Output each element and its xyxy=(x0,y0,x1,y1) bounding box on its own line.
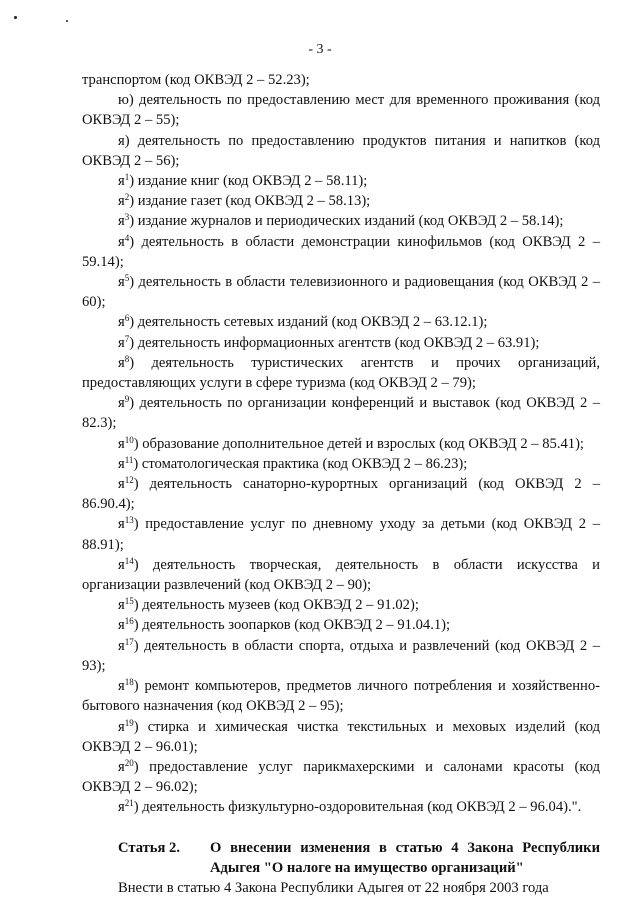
item-marker-index: 1 xyxy=(124,172,130,183)
item-marker: я xyxy=(118,476,125,493)
item-marker-index: 13 xyxy=(124,515,134,526)
item-marker: я xyxy=(118,758,125,775)
item-text: ) деятельность в области спорта, отдыха и развлечений (код ОКВЭД 2 – 93); xyxy=(82,637,600,674)
list-item xyxy=(82,434,600,454)
list-item xyxy=(82,333,600,353)
item-marker-index: 18 xyxy=(124,677,134,688)
list-item xyxy=(82,595,600,615)
list-item xyxy=(82,454,600,474)
item-marker: я xyxy=(118,173,125,190)
article-heading xyxy=(82,838,600,878)
list-item xyxy=(82,353,600,393)
item-marker: я xyxy=(118,314,125,331)
list-item xyxy=(82,312,600,332)
list-item xyxy=(82,211,600,231)
list-item xyxy=(82,615,600,635)
item-marker-index: 6 xyxy=(124,313,130,324)
item-text: деятельность по предоставлению мест для временного проживания (код ОКВЭД 2 – 55); xyxy=(82,92,600,129)
final-paragraph: Внести в статью 4 Закона Республики Адыгея от 22 ноября 2003 года xyxy=(118,879,549,896)
item-text: ) ремонт компьютеров, предметов личного потребления и хозяйственно-бытового назначения (код ОКВЭД 2 – 95); xyxy=(82,678,600,715)
item-marker: я xyxy=(118,213,125,230)
list-item xyxy=(82,272,600,312)
item-text: ) деятельность в области телевизионного и радиовещания (код ОКВЭД 2 – 60); xyxy=(82,274,600,311)
list-item xyxy=(82,676,600,716)
list-item xyxy=(82,555,600,595)
item-text: ) деятельность физкультурно-оздоровительная (код ОКВЭД 2 – 96.04).". xyxy=(133,799,582,816)
item-marker-index: 3 xyxy=(124,212,130,223)
item-marker-index: 16 xyxy=(124,616,134,627)
item-text: транспортом (код ОКВЭД 2 – 52.23); xyxy=(82,72,310,88)
item-marker-index: 19 xyxy=(124,717,134,728)
scan-speck xyxy=(14,16,17,19)
item-text: ) деятельность в области демонстрации кинофильмов (код ОКВЭД 2 – 59.14); xyxy=(82,233,600,270)
list-item xyxy=(82,636,600,676)
item-marker-index: 15 xyxy=(124,596,134,607)
article-label: Статья 2. xyxy=(118,839,180,856)
list-item xyxy=(82,90,600,130)
list-item xyxy=(82,393,600,433)
item-marker: я xyxy=(118,556,125,573)
list-item xyxy=(82,514,600,554)
item-marker-index: 5 xyxy=(124,273,130,284)
item-text: ) деятельность сетевых изданий (код ОКВЭД 2 – 63.12.1); xyxy=(129,314,488,331)
list-item xyxy=(82,191,600,211)
item-marker-index: 9 xyxy=(124,394,130,405)
item-text: ) издание книг (код ОКВЭД 2 – 58.11); xyxy=(129,173,368,190)
item-marker: я xyxy=(118,799,125,816)
item-marker-index: 14 xyxy=(124,555,134,566)
list-item xyxy=(82,797,600,817)
list-item xyxy=(82,131,600,171)
item-text: ) деятельность зоопарков (код ОКВЭД 2 – 91.04.1); xyxy=(133,617,451,634)
item-marker: я xyxy=(118,455,125,472)
item-marker-index: 17 xyxy=(124,636,134,647)
article-title: О внесении изменения в статью 4 Закона Республики Адыгея "О налоге на имущество организаций" xyxy=(210,839,600,876)
item-marker: я xyxy=(118,617,125,634)
item-marker: я xyxy=(118,678,125,695)
list-item xyxy=(82,70,600,90)
item-text: ) образование дополнительное детей и взрослых (код ОКВЭД 2 – 85.41); xyxy=(133,435,584,452)
list-item xyxy=(82,757,600,797)
item-marker: я xyxy=(118,354,125,371)
item-marker-index: 12 xyxy=(124,475,134,486)
item-text: ) предоставление услуг по дневному уходу за детьми (код ОКВЭД 2 – 88.91); xyxy=(82,516,600,553)
item-marker: я) xyxy=(118,132,130,149)
item-marker: я xyxy=(118,718,125,735)
item-text: ) деятельность музеев (код ОКВЭД 2 – 91.02); xyxy=(133,597,419,614)
item-marker: я xyxy=(118,193,125,210)
list-item xyxy=(82,232,600,272)
item-text: ) предоставление услуг парикмахерскими и салонами красоты (код ОКВЭД 2 – 96.02); xyxy=(82,758,600,796)
document-body xyxy=(82,70,600,898)
item-text: ) деятельность туристических агентств и прочих организаций, предоставляющих услуги в сфере туризма (код ОКВЭД 2 – 79); xyxy=(82,354,600,392)
item-text: деятельность по предоставлению продуктов питания и напитков (код ОКВЭД 2 – 56); xyxy=(82,132,600,169)
item-text: ) издание газет (код ОКВЭД 2 – 58.13); xyxy=(129,193,371,210)
item-text: ) деятельность творческая, деятельность в области искусства и организации развлечений (код ОКВЭД 2 – 90); xyxy=(82,556,600,594)
item-marker: я xyxy=(118,233,125,250)
scan-speck xyxy=(66,20,68,22)
item-marker: я xyxy=(118,435,125,452)
item-marker: я xyxy=(118,334,125,351)
item-marker-index: 20 xyxy=(124,757,134,768)
list-item xyxy=(82,171,600,191)
item-text: ) деятельность информационных агентств (код ОКВЭД 2 – 63.91); xyxy=(129,334,540,351)
item-text: ) стирка и химическая чистка текстильных и меховых изделий (код ОКВЭД 2 – 96.01); xyxy=(82,718,600,755)
item-text: ) деятельность санаторно-курортных организаций (код ОКВЭД 2 – 86.90.4); xyxy=(82,476,600,513)
item-marker-index: 10 xyxy=(124,434,134,445)
list-item xyxy=(82,474,600,514)
item-text: ) стоматологическая практика (код ОКВЭД 2 – 86.23); xyxy=(133,455,468,472)
item-marker-index: 7 xyxy=(124,333,130,344)
item-marker: я xyxy=(118,395,125,412)
item-marker: ю) xyxy=(118,92,134,109)
item-marker: я xyxy=(118,637,125,654)
item-text: ) издание журналов и периодических изданий (код ОКВЭД 2 – 58.14); xyxy=(129,213,564,230)
enumerated-list xyxy=(82,70,600,818)
item-marker-index: 8 xyxy=(124,353,130,364)
item-text: ) деятельность по организации конференций и выставок (код ОКВЭД 2 – 82.3); xyxy=(82,395,600,432)
item-marker: я xyxy=(118,597,125,614)
list-item xyxy=(82,717,600,757)
item-marker-index: 2 xyxy=(124,192,130,203)
page-number: - 3 - xyxy=(308,42,332,57)
item-marker-index: 11 xyxy=(124,454,134,465)
item-marker-index: 4 xyxy=(124,232,130,243)
item-marker: я xyxy=(118,274,125,291)
item-marker-index: 21 xyxy=(124,798,134,809)
item-marker: я xyxy=(118,516,125,533)
